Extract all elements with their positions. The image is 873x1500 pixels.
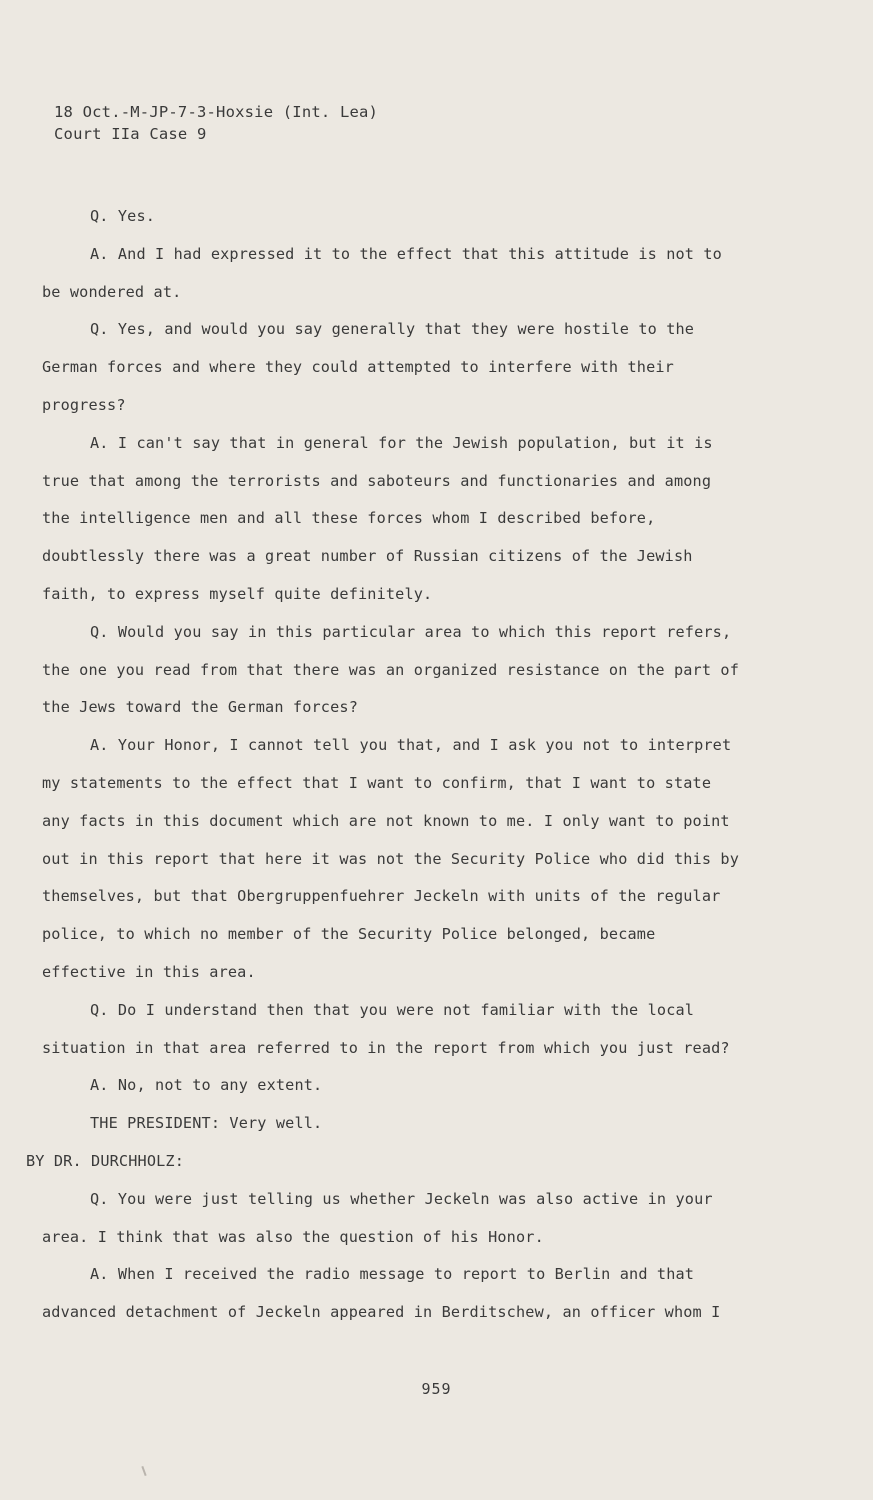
paragraph: Q. You were just telling us whether Jeckeln was also active in your area. I think that was also the question of his Honor. <box>42 1189 713 1246</box>
paragraph: A. No, not to any extent. <box>90 1076 323 1095</box>
paragraph: A. I can't say that in general for the Jewish population, but it is true that among the terrorists and saboteurs and functionaries and among the intelligence men and all these forces whom I described before, doubtlessly there was a great number of Russian citizens of the Jewish faith, to express myself quite definitely. <box>42 433 713 603</box>
paragraph: A. When I received the radio message to report to Berlin and that advanced detachment of Jeckeln appeared in Berditschew, an officer whom I <box>42 1265 721 1322</box>
header-line-2: Court IIa Case 9 <box>54 125 207 143</box>
header-line-1: 18 Oct.-M-JP-7-3-Hoxsie (Int. Lea) <box>54 103 379 121</box>
examiner-heading: BY DR. DURCHHOLZ: <box>26 1151 184 1170</box>
page-number: 959 <box>421 1380 452 1398</box>
transcript-body <box>26 198 742 1332</box>
paragraph: Q. Yes, and would you say generally that they were hostile to the German forces and where they could attempted to interfere with their progress? <box>42 320 695 414</box>
paper-mark <box>141 1466 146 1476</box>
paragraph: Q. Would you say in this particular area to which this report refers, the one you read from that there was an organized resistance on the part of the Jews toward the German forces? <box>42 622 740 717</box>
paragraph: A. Your Honor, I cannot tell you that, and I ask you not to interpret my statements to the effect that I want to confirm, that I want to state any facts in this document which are not known to me. I only want to point out in this report that here it was not the Security Police who did this by themselves, but that Obergruppenfuehrer Jeckeln with units of the regular police, to which no member of the Security Police belonged, became effective in this area. <box>42 736 740 981</box>
paragraph: A. And I had expressed it to the effect that this attitude is not to be wondered at. <box>42 244 722 301</box>
document-header <box>54 101 378 145</box>
speaker-line: THE PRESIDENT: Very well. <box>90 1114 323 1133</box>
paragraph: Q. Do I understand then that you were not familiar with the local situation in that area referred to in the report from which you just read? <box>42 1000 730 1057</box>
paragraph: Q. Yes. <box>90 207 156 225</box>
